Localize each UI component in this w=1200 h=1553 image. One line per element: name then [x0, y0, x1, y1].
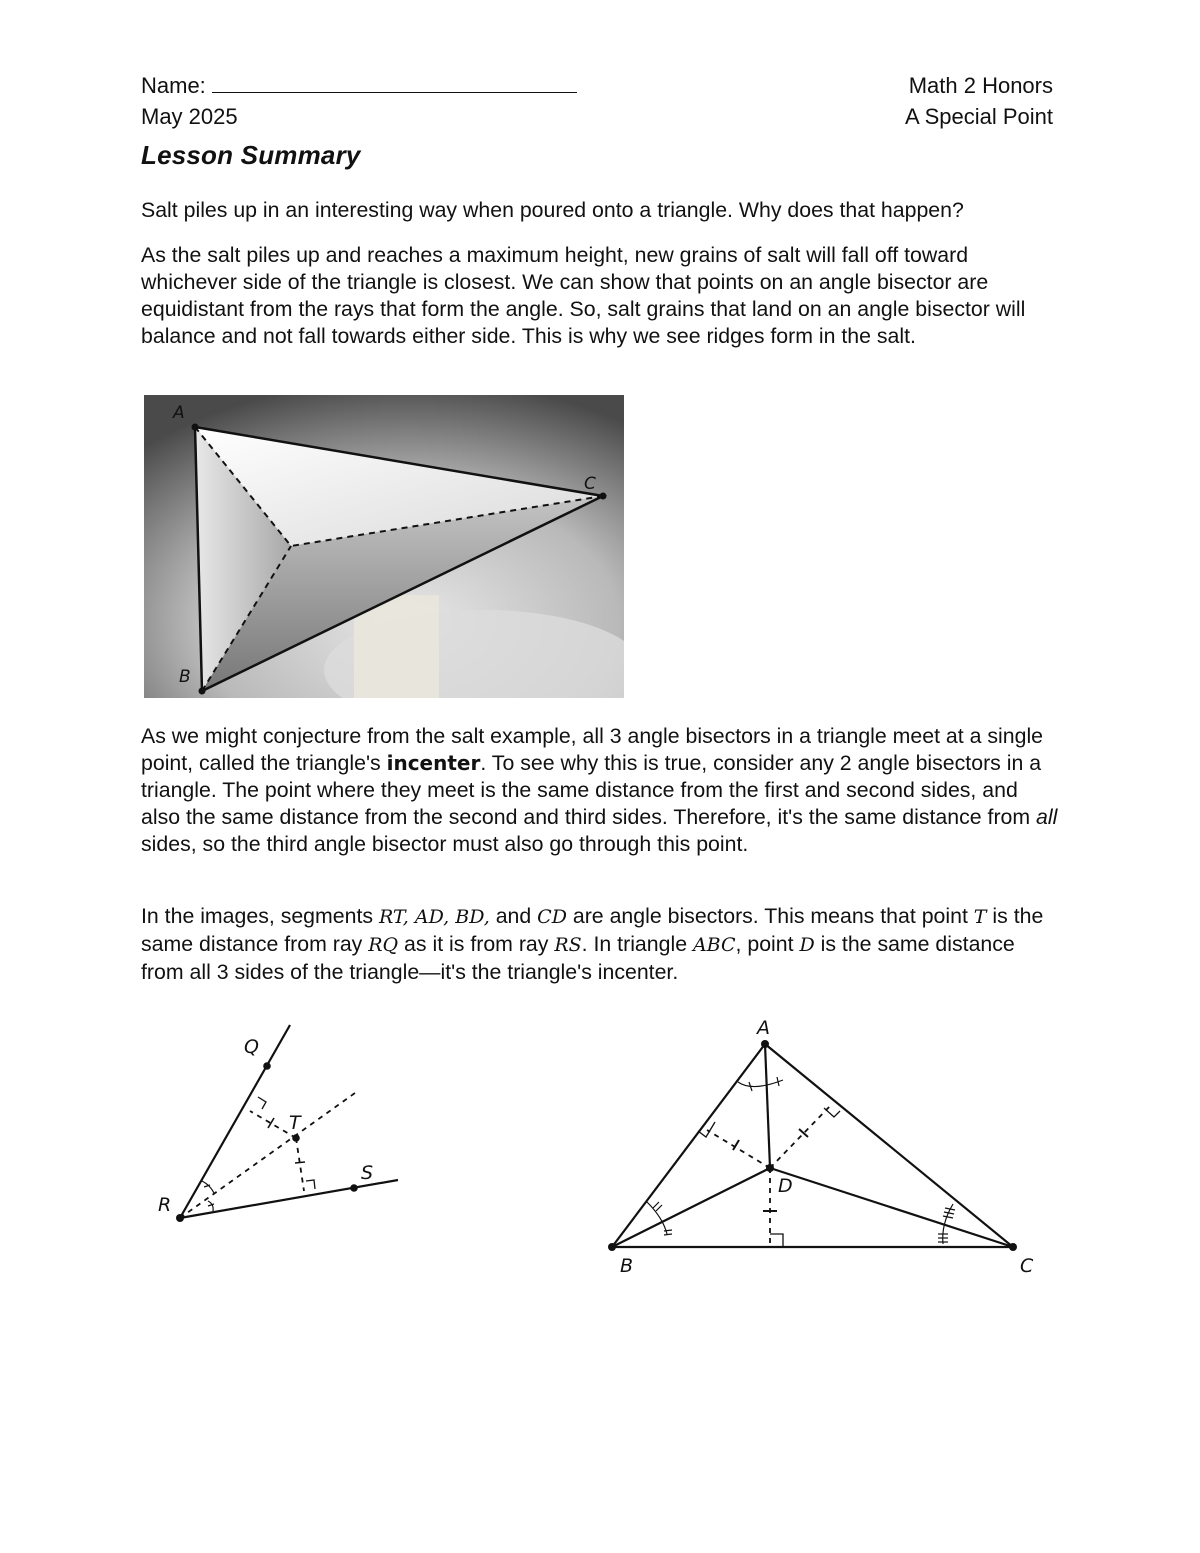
- name-label: Name:: [141, 73, 206, 98]
- perpendicular-ab: [707, 1130, 770, 1168]
- incenter-figure: [595, 1012, 1050, 1284]
- fig1-label-s: S: [361, 1162, 374, 1184]
- right-angle-mark-q: [258, 1097, 266, 1109]
- name-blank: [212, 72, 577, 93]
- angle-bisector-figure: [150, 1015, 410, 1230]
- perpendicular-ac: [770, 1104, 832, 1168]
- paragraph-1: Salt piles up in an interesting way when poured onto a triangle. Why does that happen?: [141, 198, 964, 222]
- fig1-label-r: R: [158, 1194, 172, 1216]
- fig2-label-b: B: [620, 1255, 634, 1277]
- bisector-bd: [612, 1168, 770, 1247]
- header-row-1: [141, 72, 1053, 100]
- paragraph-2: As the salt piles up and reaches a maximum height, new grains of salt will fall off toward whichever side of the triangle is closest. We can show that points on an angle bisector are equidistant from the rays that form the angle. So, salt grains that land on an angle bisector will balance and not fall towards either side. This is why we see ridges form in the salt.: [141, 243, 1026, 348]
- fig1-label-q: Q: [244, 1036, 259, 1058]
- bisector-ad: [765, 1044, 770, 1168]
- ray-rq: [180, 1025, 290, 1218]
- date: May 2025: [141, 104, 238, 129]
- photo-label-a: A: [173, 403, 185, 423]
- photo-label-c: C: [584, 474, 596, 494]
- perpendicular-to-rs: [296, 1138, 304, 1191]
- paragraph-4: In the images, segments RT, AD, BD, and CD are angle bisectors. This means that point T is the same distance from ray RQ as it is from ray RS. In triangle ABC, point D is the same distance from all 3 sides of the triangle—it's the triangle's incenter.: [141, 904, 1044, 984]
- fig2-label-d: D: [778, 1175, 793, 1197]
- right-angle-mark-ac: [824, 1108, 840, 1117]
- header-row-2: [141, 103, 1053, 131]
- page-title: Lesson Summary: [141, 140, 361, 170]
- right-angle-mark-bc: [770, 1234, 783, 1247]
- right-angle-mark-s: [306, 1180, 315, 1189]
- salt-triangle-photo: [144, 395, 624, 698]
- bisector-rt: [180, 1093, 355, 1218]
- ray-rs: [180, 1180, 398, 1218]
- fig2-label-c: C: [1020, 1255, 1034, 1277]
- course-name: Math 2 Honors: [908, 73, 1053, 98]
- photo-label-b: B: [179, 667, 191, 687]
- topic: A Special Point: [905, 104, 1053, 129]
- fig1-label-t: T: [289, 1112, 301, 1134]
- paragraph-3: As we might conjecture from the salt example, all 3 angle bisectors in a triangle meet at a single point, called the triangle's incenter. To see why this is true, consider any 2 angle bisectors in a triangle. The point where they meet is the same distance from the first and second sides, and also the same distance from the second and third sides. Therefore, it's the same distance from all sides, so the third angle bisector must also go through this point.: [141, 724, 1058, 856]
- fig2-label-a: A: [757, 1017, 770, 1039]
- bisector-cd: [770, 1168, 1013, 1247]
- term-incenter: incenter: [386, 751, 481, 775]
